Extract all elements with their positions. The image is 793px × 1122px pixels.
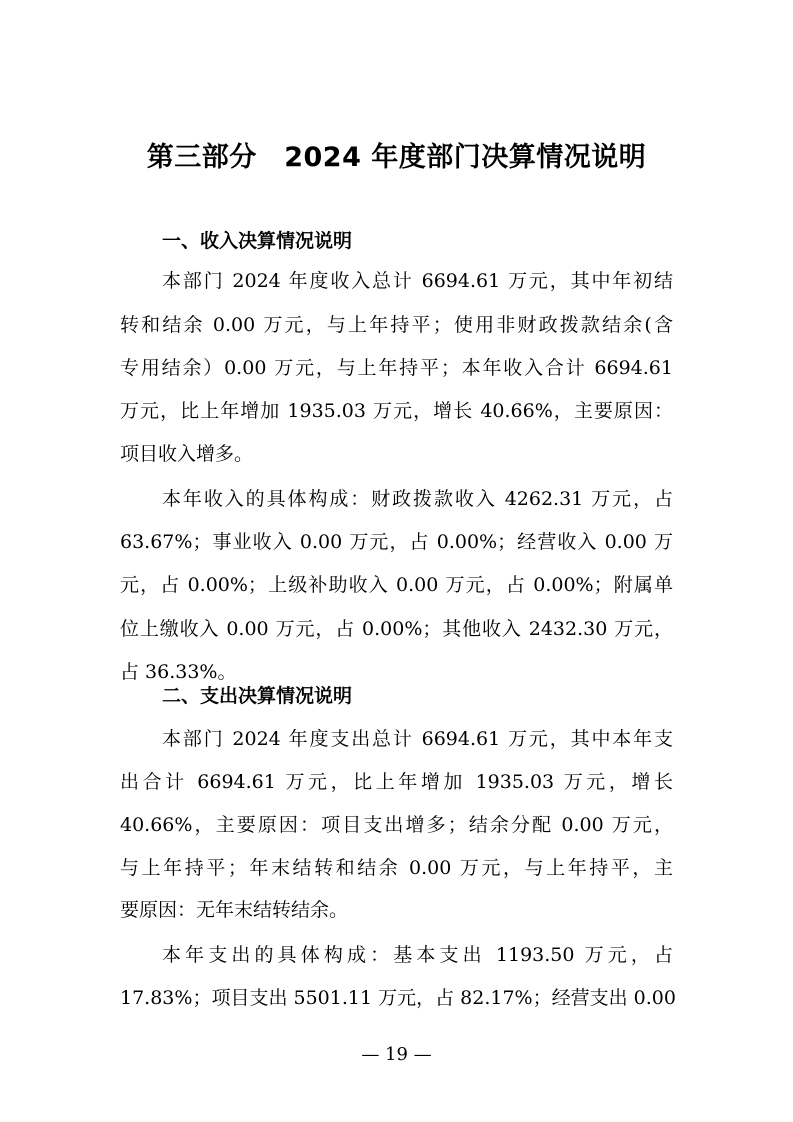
paragraph-line: 万元，比上年增加 1935.03 万元，增长 40.66%，主要原因： bbox=[120, 400, 673, 422]
paragraph-line: 占 36.33%。 bbox=[120, 661, 237, 683]
section-heading-expenditure: 二、支出决算情况说明 bbox=[162, 685, 353, 707]
paragraph-line: 本部门 2024 年度支出总计 6694.61 万元，其中本年支 bbox=[162, 728, 673, 750]
paragraph-line: 本年收入的具体构成：财政拨款收入 4262.31 万元，占 bbox=[162, 488, 673, 510]
paragraph-line: 位上缴收入 0.00 万元，占 0.00%；其他收入 2432.30 万元， bbox=[120, 618, 673, 640]
paragraph-line: 项目收入增多。 bbox=[120, 443, 254, 465]
page-title: 第三部分 2024 年度部门决算情况说明 bbox=[146, 142, 647, 173]
paragraph-line: 40.66%，主要原因：项目支出增多；结余分配 0.00 万元， bbox=[120, 814, 673, 836]
paragraph-line: 63.67%；事业收入 0.00 万元，占 0.00%；经营收入 0.00 万 bbox=[120, 531, 673, 553]
paragraph-line: 本年支出的具体构成：基本支出 1193.50 万元，占 bbox=[162, 944, 673, 966]
paragraph-line: 专用结余）0.00 万元，与上年持平；本年收入合计 6694.61 bbox=[120, 357, 673, 379]
page-number: — 19 — bbox=[361, 1044, 432, 1065]
paragraph-line: 出合计 6694.61 万元，比上年增加 1935.03 万元，增长 bbox=[120, 771, 673, 793]
paragraph-line: 转和结余 0.00 万元，与上年持平；使用非财政拨款结余(含 bbox=[120, 314, 673, 336]
paragraph-line: 要原因：无年末结转结余。 bbox=[120, 899, 349, 921]
paragraph-line: 与上年持平；年末结转和结余 0.00 万元，与上年持平，主 bbox=[120, 857, 673, 879]
paragraph-line: 17.83%；项目支出 5501.11 万元，占 82.17%；经营支出 0.00 bbox=[120, 987, 676, 1009]
paragraph-line: 元，占 0.00%；上级补助收入 0.00 万元，占 0.00%；附属单 bbox=[120, 574, 673, 596]
section-heading-income: 一、收入决算情况说明 bbox=[162, 230, 353, 252]
paragraph-line: 本部门 2024 年度收入总计 6694.61 万元，其中年初结 bbox=[162, 270, 673, 292]
